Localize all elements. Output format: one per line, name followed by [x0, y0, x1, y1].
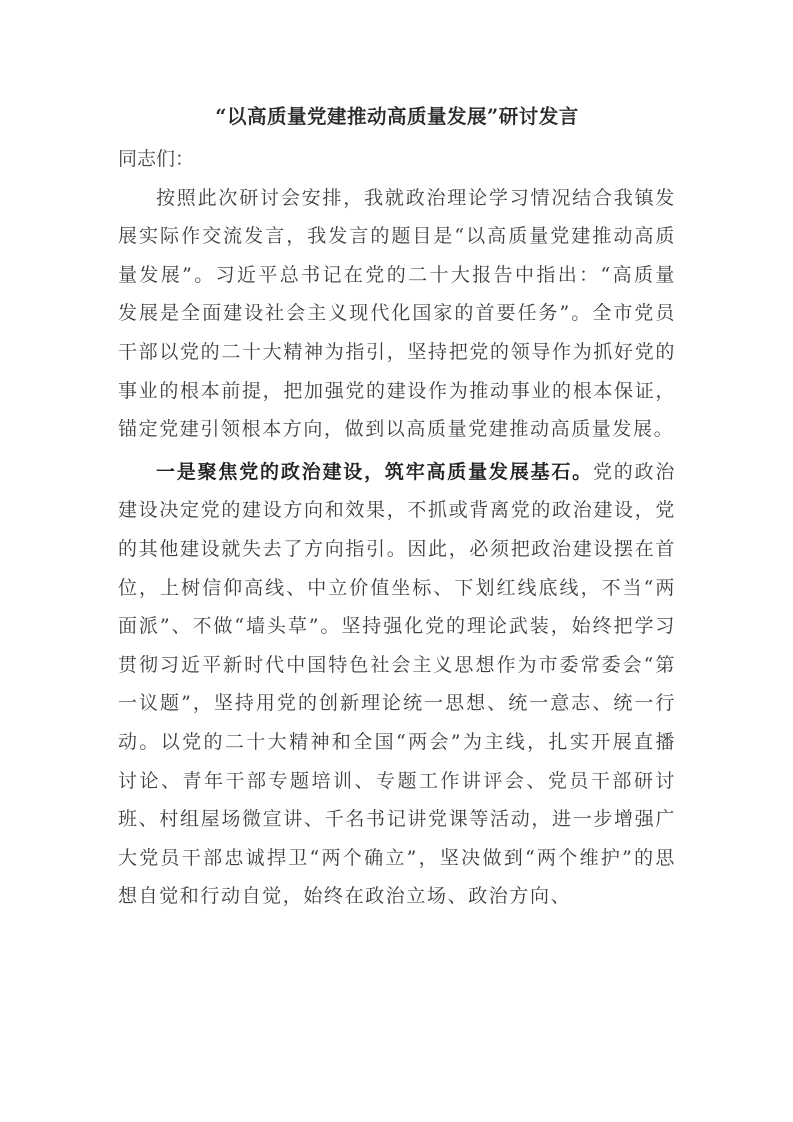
paragraph-lead-heading: 一是聚焦党的政治建设，筑牢高质量发展基石。: [156, 460, 593, 483]
salutation: 同志们：: [118, 148, 195, 170]
document-page: [118, 100, 676, 916]
document-title: “以高质量党建推动高质量发展”研讨发言: [215, 105, 579, 128]
paragraph-text: 按照此次研讨会安排，我就政治理论学习情况结合我镇发展实际作交流发言，我发言的题目是“以高质量党建推动高质量发展”。习近平总书记在党的二十大报告中指出：“高质量发展是全面建设社会主义现代化国家的首要任务”。全市党员干部以党的二十大精神为指引，坚持把党的领导作为抓好党的事业的根本前提，把加强党的建设作为推动事业的根本保证，锚定党建引领根本方向，做到以高质量党建推动高质量发展。: [118, 186, 676, 441]
paragraph-political-building: [118, 453, 676, 916]
paragraph-text: 党的政治建设决定党的建设方向和效果，不抓或背离党的政治建设，党的其他建设就失去了方向指引。因此，必须把政治建设摆在首位，上树信仰高线、中立价值坐标、下划红线底线，不当“两面派”、不做“墙头草”。坚持强化党的理论武装，始终把学习贯彻习近平新时代中国特色社会主义思想作为市委常委会“第一议题”，坚持用党的创新理论统一思想、统一意志、统一行动。以党的二十大精神和全国“两会”为主线，扎实开展直播讨论、青年干部专题培训、专题工作讲评会、党员干部研讨班、村组屋场微宣讲、千名书记讲党课等活动，进一步增强广大党员干部忠诚捍卫“两个确立”，坚决做到“两个维护”的思想自觉和行动自觉，始终在政治立场、政治方向、: [118, 460, 676, 908]
paragraph-intro: [118, 179, 676, 449]
